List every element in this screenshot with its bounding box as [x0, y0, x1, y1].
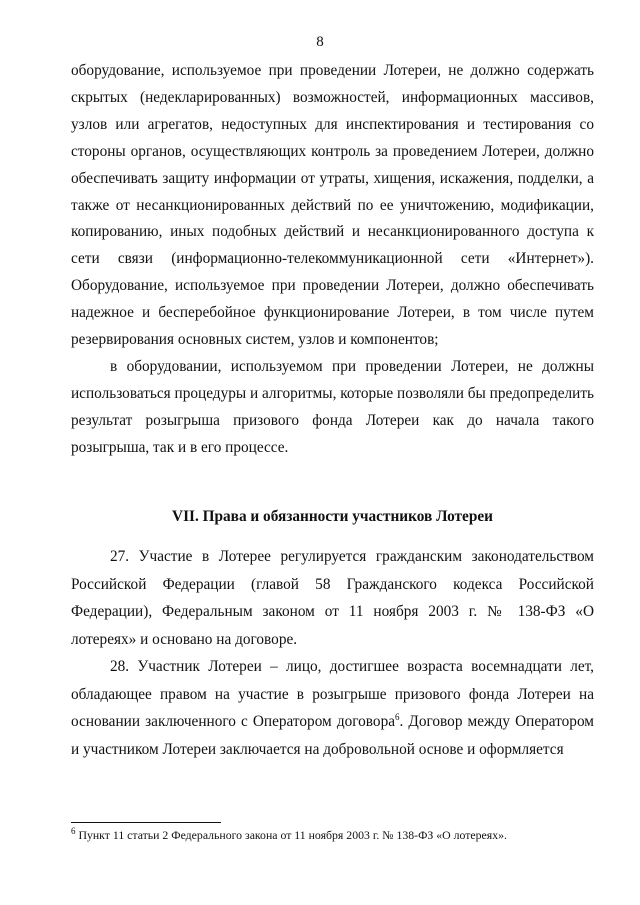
footnote-divider: [71, 822, 221, 823]
footnote: [71, 828, 611, 842]
footnote-number: 6: [71, 826, 76, 837]
paragraph-28: [71, 653, 594, 763]
body-text-top: [71, 58, 594, 462]
paragraph-algorithms: в оборудовании, используемом при проведении Лотереи, не должны использоваться процедуры и алгоритмы, которые позволяли бы предопределить результат розыгрыша призового фонда Лотереи как до начала такого розыгрыша, так и в его процессе.: [71, 357, 594, 456]
footnote-reference[interactable]: 6: [395, 711, 400, 722]
paragraph-equipment-requirements: оборудование, используемое при проведении Лотереи, не должно содержать скрытых (недекларированных) возможностей, информационных массивов, узлов или агрегатов, недоступных для инспектирования и тестирования со стороны органов, осуществляющих контроль за проведением Лотереи, должно обеспечивать защиту информации от утраты, хищения, искажения, подделки, а также от несанкционированных действий по ее уничтожению, модификации, копированию, иных подобных действий и несанкционированного доступа к сети связи (информационно-телекоммуникационной сети «Интернет»). Оборудование, используемое при проведении Лотереи, должно обеспечивать надежное и бесперебойное функционирование Лотереи, в том числе путем резервирования основных систем, узлов и компонентов;: [71, 62, 594, 349]
paragraph-28-text-start: 28. Участник Лотереи – лицо, достигшее возраста восемнадцати лет, обладающее правом на участие в розыгрыше призового фонда Лотереи на основании заключенного с Оператором договора: [71, 658, 594, 730]
paragraph-28-text-end: . Договор между Оператором и участником Лотереи заключается на добровольной основе и оформляется: [71, 713, 594, 758]
body-text-bottom: [71, 543, 594, 763]
section-heading: VII. Права и обязанности участников Лотереи: [172, 508, 493, 525]
page-number: 8: [316, 34, 324, 50]
footnote-text: Пункт 11 статьи 2 Федерального закона от 11 ноября 2003 г. № 138-ФЗ «О лотереях».: [75, 828, 507, 842]
paragraph-27: 27. Участие в Лотерее регулируется гражданским законодательством Российской Федерации (главой 58 Гражданского кодекса Российской Федерации), Федеральным законом от 11 ноября 2003 г. № 138-ФЗ «О лотереях» и основано на договоре.: [71, 548, 594, 648]
